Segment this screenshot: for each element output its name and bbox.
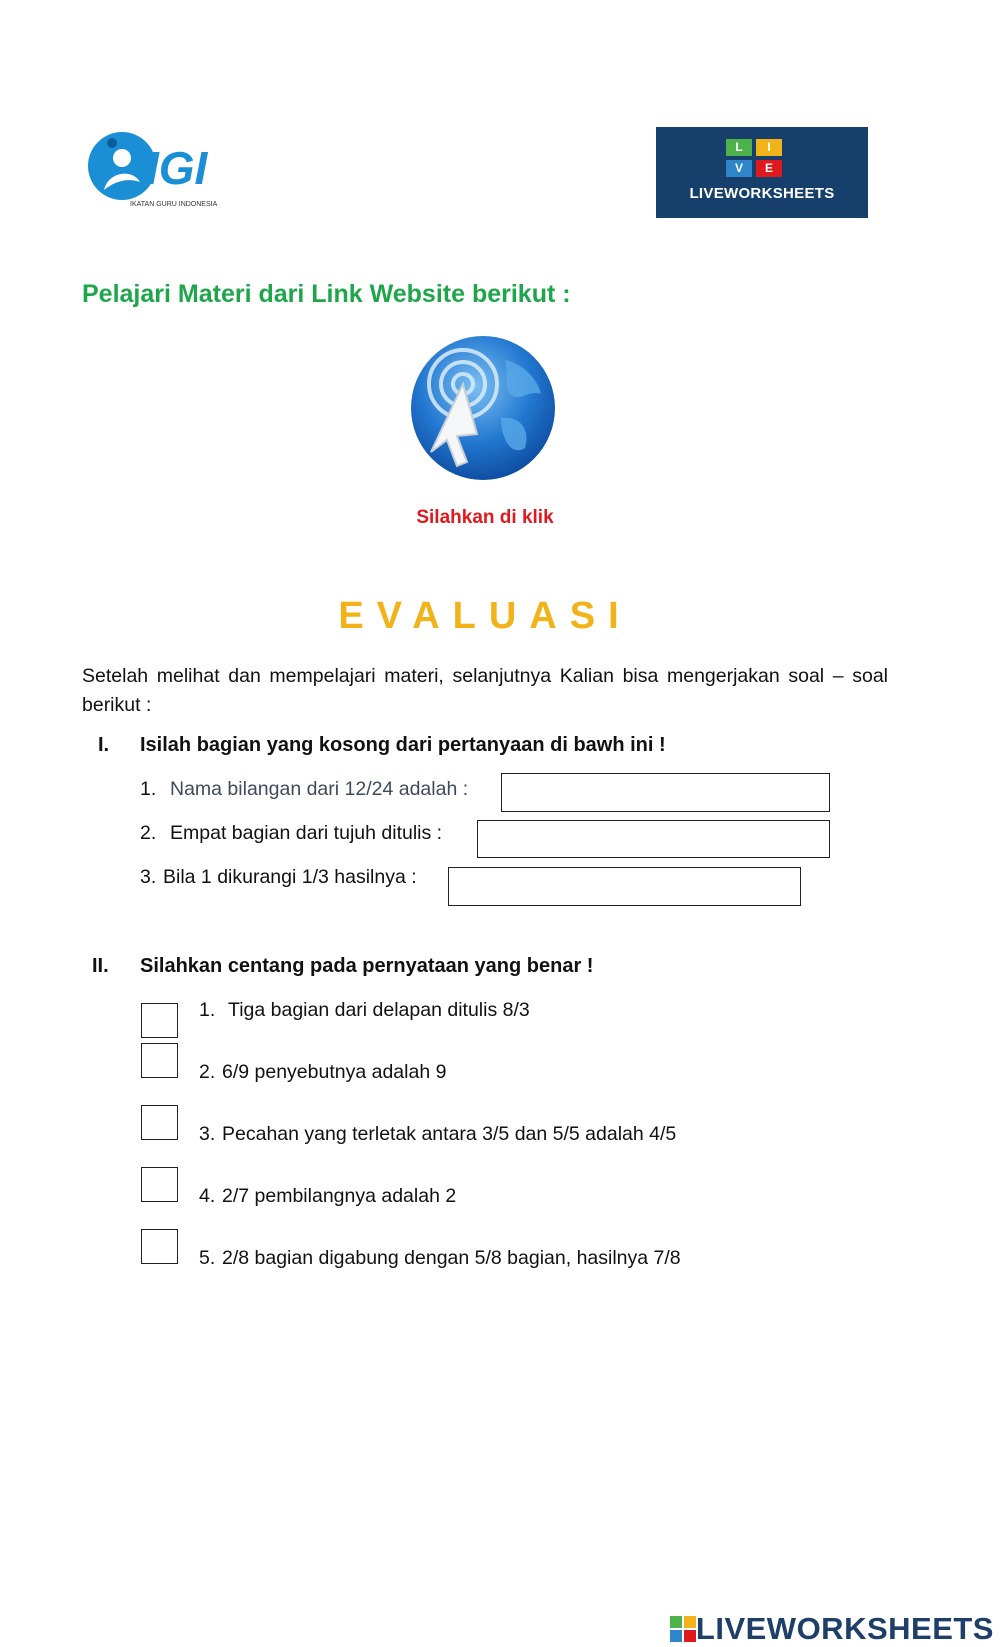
evaluation-title: EVALUASI: [338, 595, 632, 637]
intro-paragraph: Setelah melihat dan mempelajari materi, selanjutnya Kalian bisa mengerjakan soal – soal berikut :: [82, 665, 888, 716]
answer-box-1[interactable]: [501, 773, 830, 812]
liveworksheets-logo: [656, 127, 868, 218]
statement-5-text: 2/8 bagian digabung dengan 5/8 bagian, hasilnya 7/8: [222, 1247, 681, 1269]
answer-input-2[interactable]: [478, 821, 829, 857]
page-heading: Pelajari Materi dari Link Website berikut :: [82, 280, 571, 308]
section-1-title: Isilah bagian yang kosong dari pertanyaan di bawh ini !: [140, 734, 666, 756]
statement-2-number: 2.: [199, 1061, 216, 1083]
live-letter-e: E: [756, 160, 782, 177]
statement-4-number: 4.: [199, 1185, 216, 1207]
section-2-number: II.: [92, 955, 109, 977]
statement-2-checkbox[interactable]: [141, 1043, 178, 1078]
live-letter-l: L: [726, 139, 752, 156]
statement-1-checkbox[interactable]: [141, 1003, 178, 1038]
liveworksheets-wordmark: LIVEWORKSHEETS: [689, 185, 835, 202]
section-1-number: I.: [98, 734, 110, 756]
statement-4-text: 2/7 pembilangnya adalah 2: [222, 1185, 457, 1207]
footer-brand-text: LIVEWORKSHEETS: [695, 1611, 994, 1646]
svg-text:IKATAN GURU INDONESIA: IKATAN GURU INDONESIA: [130, 201, 218, 208]
answer-box-3[interactable]: [448, 867, 801, 906]
igi-logo: [84, 128, 244, 210]
statement-3-checkbox[interactable]: [141, 1105, 178, 1140]
statement-2-text: 6/9 penyebutnya adalah 9: [222, 1061, 447, 1083]
question-2-text: Empat bagian dari tujuh ditulis :: [170, 822, 443, 844]
question-2-number: 2.: [140, 822, 157, 844]
answer-input-1[interactable]: [502, 774, 829, 811]
svg-text:IGI: IGI: [146, 142, 208, 194]
section-2-title: Silahkan centang pada pernyataan yang benar !: [140, 955, 594, 977]
footer-liveworksheets-logo[interactable]: [670, 1613, 994, 1645]
statement-5-checkbox[interactable]: [141, 1229, 178, 1264]
statement-4-checkbox[interactable]: [141, 1167, 178, 1202]
click-link-label[interactable]: Silahkan di klik: [416, 507, 554, 528]
question-1-number: 1.: [140, 778, 157, 800]
answer-box-2[interactable]: [477, 820, 830, 858]
question-3-text: Bila 1 dikurangi 1/3 hasilnya :: [163, 866, 417, 888]
statement-3-number: 3.: [199, 1123, 216, 1145]
globe-link-icon[interactable]: [405, 330, 561, 486]
statement-5-number: 5.: [199, 1247, 216, 1269]
statement-1-text: Tiga bagian dari delapan ditulis 8/3: [228, 999, 530, 1021]
live-letter-v: V: [726, 160, 752, 177]
statement-3-text: Pecahan yang terletak antara 3/5 dan 5/5 adalah 4/5: [222, 1123, 677, 1145]
live-letter-i: I: [756, 139, 782, 156]
question-1-text: Nama bilangan dari 12/24 adalah :: [170, 778, 469, 800]
footer-live-grid-icon: [670, 1616, 696, 1642]
answer-input-3[interactable]: [449, 868, 800, 905]
live-letter-grid: [726, 139, 782, 177]
question-3-number: 3.: [140, 866, 157, 888]
statement-1-number: 1.: [199, 999, 216, 1021]
